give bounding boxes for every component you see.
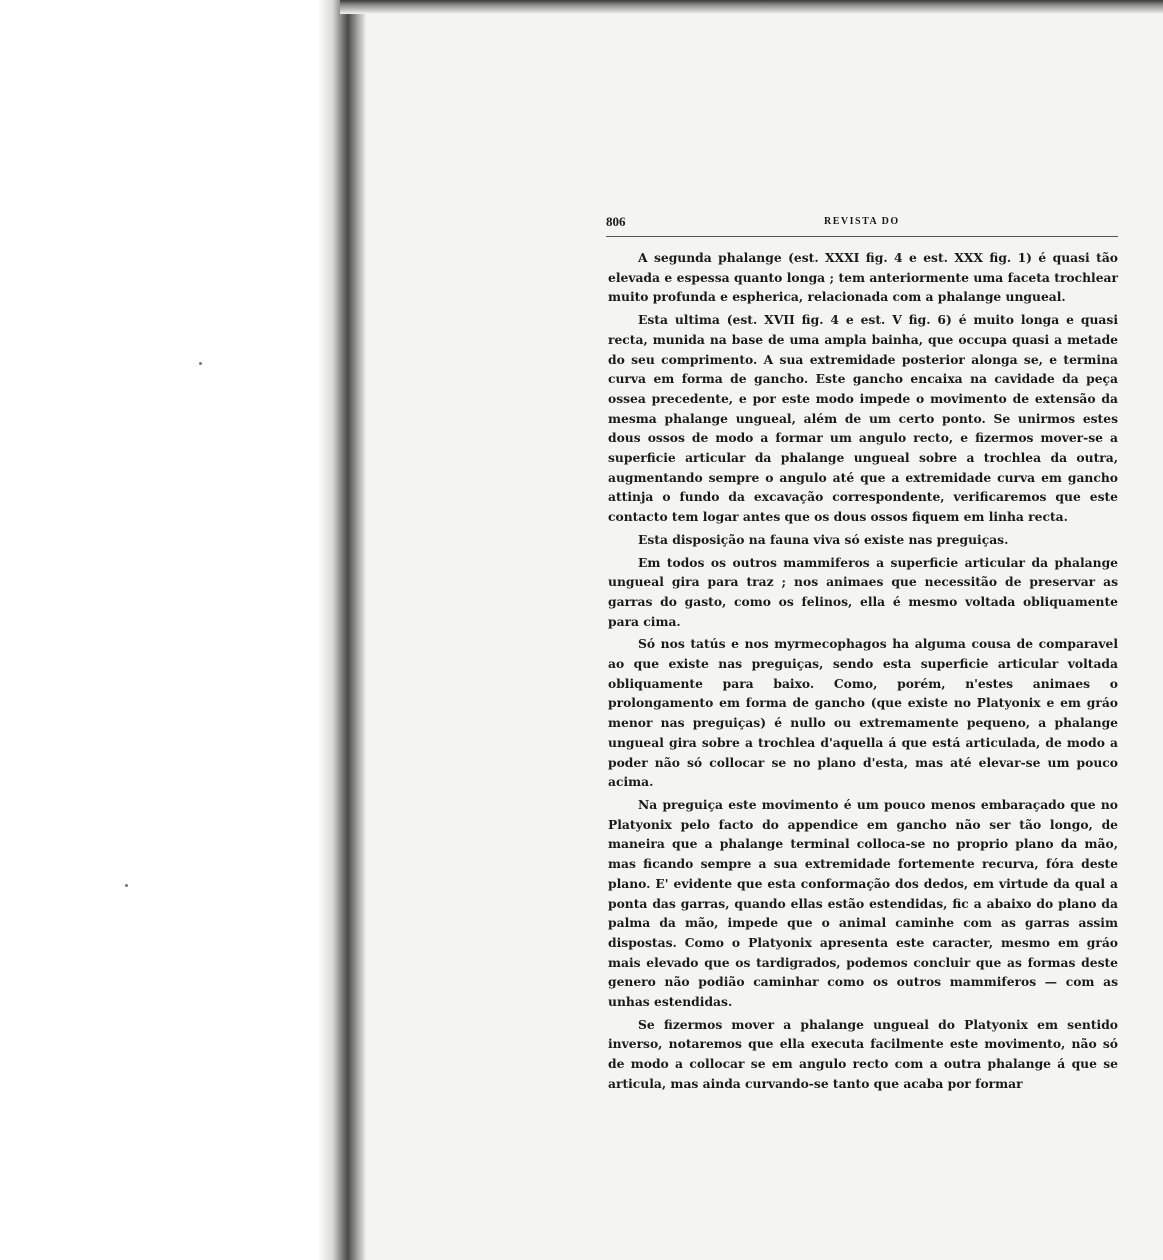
body-text (608, 248, 1118, 1094)
paper-speck (125, 884, 128, 887)
paragraph: Esta ultima (est. XVII fig. 4 e est. V fig. 6) é muito longa e quasi recta, munida na base de uma ampla bainha, que occupa quasi a metade do seu comprimento. A sua extremidade posterior alonga se, e termina curva em forma de gancho. Este gancho encaixa na cavidade da peça ossea precedente, e por este modo impede o movimento de extensão da mesma phalange ungueal, além de um certo ponto. Se unirmos estes dous ossos de modo a formar um angulo recto, e fizermos mover-se a superficie articular da phalange ungueal sobre a trochlea da outra, augmentando sempre o angulo até que a extremidade curva em gancho attinja o fundo da excavação correspondente, verificaremos que este contacto tem logar antes que os dous ossos fiquem em linha recta. (608, 312, 1118, 525)
paper-speck (199, 362, 202, 365)
left-page-margin (0, 0, 330, 1260)
page-top-edge (340, 0, 1163, 14)
book-gutter (318, 0, 366, 1260)
paragraph: Só nos tatús e nos myrmecophagos ha alguma cousa de comparavel ao que existe nas preguiças, sendo esta superficie articular voltada obliquamente para baixo. Como, porém, n'estes animaes o prolongamento em forma de gancho (que existe no Platyonix e em gráo menor nas preguiças) é nullo ou extremamente pequeno, a phalange ungueal gira sobre a trochlea d'aquella á que está articulada, de modo a poder não só collocar se no plano d'esta, mas até elevar-se um pouco acima. (608, 636, 1118, 790)
running-title: REVISTA DO (824, 216, 900, 227)
paragraph: A segunda phalange (est. XXXI fig. 4 e est. XXX fig. 1) é quasi tão elevada e espessa quanto longa ; tem anteriormente uma faceta trochlear muito profunda e espherica, relacionada com a phalange ungueal. (608, 250, 1118, 305)
paragraph: Na preguiça este movimento é um pouco menos embaraçado que no Platyonix pelo facto do appendice em gancho não ser tão longo, de maneira que a phalange terminal colloca-se no proprio plano da mão, mas ficando sempre a sua extremidade fortemente recurva, fóra deste plano. E' evidente que esta conformação dos dedos, em virtude da qual a ponta das garras, quando ellas estão estendidas, fic a abaixo do plano da palma da mão, impede que o animal caminhe com as garras assim dispostas. Como o Platyonix apresenta este caracter, mesmo em gráo mais elevado que os tardigrados, podemos concluir que as formas deste genero não podião caminhar como os outros mammiferos — com as unhas estendidas. (608, 796, 1118, 1010)
paragraph: Esta disposição na fauna viva só existe nas preguiças. (638, 531, 1009, 547)
page-number: 806 (606, 214, 626, 229)
paragraph: Em todos os outros mammiferos a superficie articular da phalange ungueal gira para traz ; nos animaes que necessitão de preservar as garras do gasto, como os felinos, ella é mesmo voltada obliquamente para cima. (608, 554, 1118, 629)
paragraph: Se fizermos mover a phalange ungueal do Platyonix em sentido inverso, notaremos que ella executa facilmente este movimento, não só de modo a collocar se em angulo recto com a outra phalange á que se articula, mas ainda curvando-se tanto que acaba por formar (608, 1016, 1118, 1091)
page-header (606, 214, 1118, 237)
